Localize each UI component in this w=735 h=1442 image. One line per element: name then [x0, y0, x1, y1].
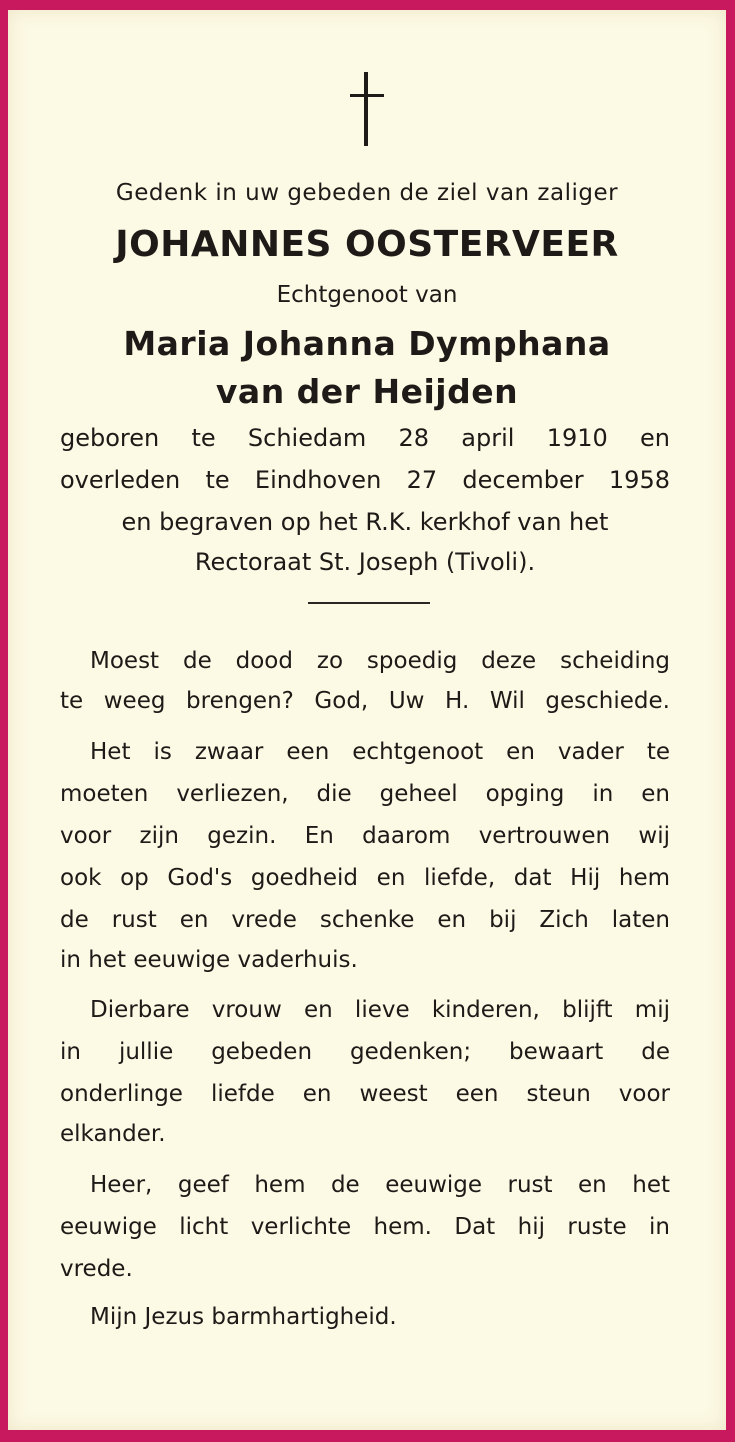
verse-line: ook op God's goedheid en liefde, dat Hij hem — [60, 865, 670, 891]
verse-line: in jullie gebeden gedenken; bewaart de — [60, 1039, 670, 1065]
verse-line: vrede. — [60, 1256, 133, 1282]
verse-line: in het eeuwige vaderhuis. — [60, 947, 358, 973]
closing-prayer: Mijn Jezus barmhartigheid. — [90, 1304, 397, 1330]
intro-line: Gedenk in uw gebeden de ziel van zaliger — [115, 180, 619, 206]
bio-line: en begraven op het R.K. kerkhof van het — [121, 508, 609, 536]
verse-line: Het is zwaar een echtgenoot en vader te — [90, 739, 670, 765]
divider-line — [308, 602, 430, 604]
deceased-name: JOHANNES OOSTERVEER — [115, 224, 619, 265]
verse-line: moeten verliezen, die geheel opging in en — [60, 781, 670, 807]
verse-line: voor zijn gezin. En daarom vertrouwen wij — [60, 823, 670, 849]
verse-line: Dierbare vrouw en lieve kinderen, blijft mij — [90, 997, 670, 1023]
cross-icon — [348, 72, 388, 148]
bio-line: geboren te Schiedam 28 april 1910 en — [60, 424, 670, 452]
spouse-name-line2: van der Heijden — [215, 372, 519, 411]
spouse-name-line1: Maria Johanna Dymphana — [123, 324, 611, 363]
verse-line: onderlinge liefde en weest een steun voor — [60, 1081, 670, 1107]
verse-line: elkander. — [60, 1121, 166, 1147]
bio-line: Rectoraat St. Joseph (Tivoli). — [194, 548, 536, 576]
verse-line: Moest de dood zo spoedig deze scheiding — [90, 648, 670, 674]
verse-line: de rust en vrede schenke en bij Zich laten — [60, 907, 670, 933]
verse-line: Heer, geef hem de eeuwige rust en het — [90, 1172, 670, 1198]
relation-line: Echtgenoot van — [276, 282, 458, 308]
bio-line: overleden te Eindhoven 27 december 1958 — [60, 466, 670, 494]
memorial-card — [8, 10, 726, 1430]
verse-line: te weeg brengen? God, Uw H. Wil geschiede. — [60, 688, 670, 714]
verse-line: eeuwige licht verlichte hem. Dat hij ruste in — [60, 1214, 670, 1240]
